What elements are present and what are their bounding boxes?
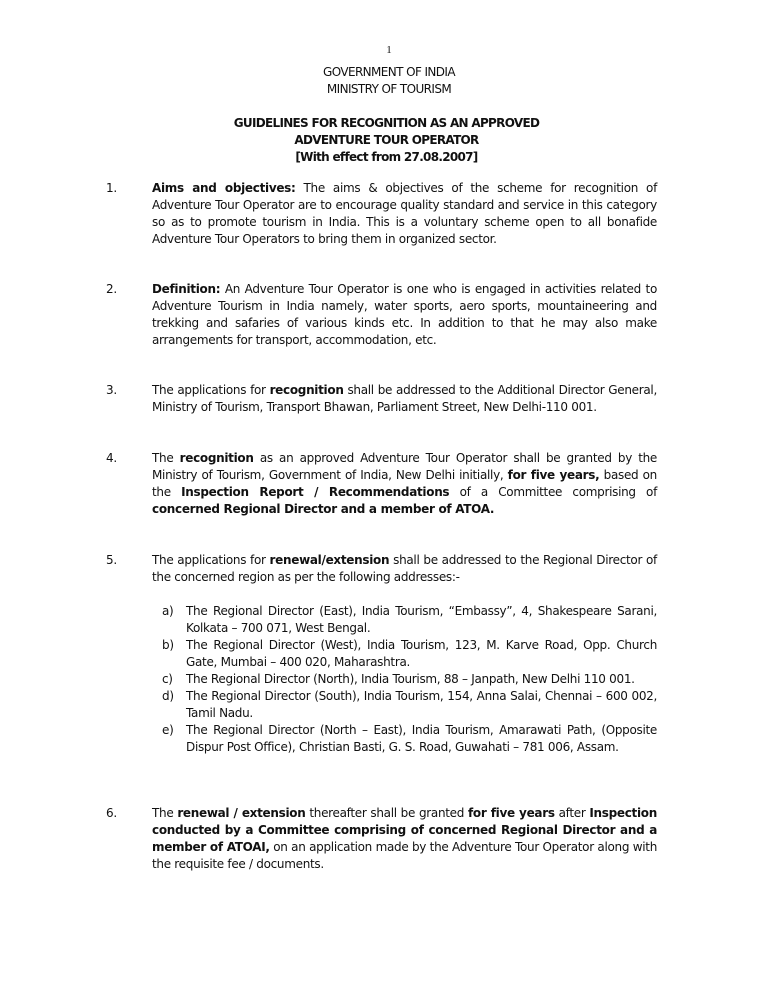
item-text: Aims and objectives: The aims & objectives of the scheme for recognition of Adventure Tour Operator are to encourage quality standard and service in this category so as to promote tourism in India. This is a voluntary scheme open to all bonafide Adventure Tour Operators to bring them in organized sector.	[152, 181, 657, 246]
item-text: The recognition as an approved Adventure Tour Operator shall be granted by the Ministry of Tourism, Government of India, New Delhi initially, for five years, based on the Inspection Report / Recommendations of a Committee comprising of concerned Regional Director and a member of ATOA.	[152, 451, 658, 516]
address-label: d)	[162, 689, 174, 703]
header-government: GOVERNMENT OF INDIA	[323, 65, 455, 79]
regional-address-list	[0, 603, 768, 756]
address-label: b)	[162, 638, 174, 652]
list-item-6	[0, 805, 657, 873]
document-header	[5, 64, 768, 98]
address-item-south	[0, 688, 768, 722]
item-number: 4.	[106, 451, 117, 465]
address-item-west	[0, 637, 768, 671]
list-item-3	[0, 382, 657, 416]
address-label: c)	[162, 672, 173, 686]
title-effective-date: [With effect from 27.08.2007]	[295, 150, 478, 164]
address-text: The Regional Director (East), India Tourism, “Embassy”, 4, Shakespeare Sarani, Kolkata – 700 071, West Bengal.	[186, 604, 657, 635]
list-item-5	[0, 552, 657, 586]
address-text: The Regional Director (North – East), India Tourism, Amarawati Path, (Opposite Dispur Post Office), Christian Basti, G. S. Road, Guwahati – 781 006, Assam.	[186, 723, 657, 754]
title-line-2: ADVENTURE TOUR OPERATOR	[294, 133, 479, 147]
address-text: The Regional Director (South), India Tourism, 154, Anna Salai, Chennai – 600 002, Tamil Nadu.	[186, 689, 657, 720]
address-item-north	[0, 671, 768, 688]
item-heading: Aims and objectives:	[152, 181, 296, 195]
item-number: 1.	[106, 181, 117, 195]
document-title	[0, 115, 768, 166]
list-item-4	[0, 450, 657, 518]
item-number: 5.	[106, 553, 117, 567]
item-text: The applications for renewal/extension shall be addressed to the Regional Director of the concerned region as per the following addresses:-	[152, 553, 657, 584]
address-item-north-east	[0, 722, 768, 756]
item-number: 2.	[106, 282, 117, 296]
address-item-east	[0, 603, 768, 637]
item-text: Definition: An Adventure Tour Operator is one who is engaged in activities related to Adventure Tourism in India namely, water sports, aero sports, mountaineering and trekking and safaries of various kinds etc. In addition to that he may also make arrangements for transport, accommodation, etc.	[152, 282, 657, 347]
page-number: 1	[386, 44, 392, 56]
list-item-2	[0, 281, 657, 349]
title-line-1: GUIDELINES FOR RECOGNITION AS AN APPROVED	[233, 116, 540, 130]
address-text: The Regional Director (West), India Tourism, 123, M. Karve Road, Opp. Church Gate, Mumbai – 400 020, Maharashtra.	[186, 638, 657, 669]
item-text: The renewal / extension thereafter shall be granted for five years after Inspection conducted by a Committee comprising of concerned Regional Director and a member of ATOAI, on an application made by the Adventure Tour Operator along with the requisite fee / documents.	[152, 806, 657, 871]
header-ministry: MINISTRY OF TOURISM	[326, 82, 452, 96]
item-text: The applications for recognition shall be addressed to the Additional Director General, Ministry of Tourism, Transport Bhawan, Parliament Street, New Delhi-110 001.	[152, 383, 657, 414]
address-label: e)	[162, 723, 174, 737]
address-text: The Regional Director (North), India Tourism, 88 – Janpath, New Delhi 110 001.	[186, 672, 635, 686]
item-number: 3.	[106, 383, 117, 397]
item-number: 6.	[106, 806, 117, 820]
list-item-1	[0, 180, 657, 248]
address-label: a)	[162, 604, 174, 618]
item-heading: Definition:	[152, 282, 221, 296]
